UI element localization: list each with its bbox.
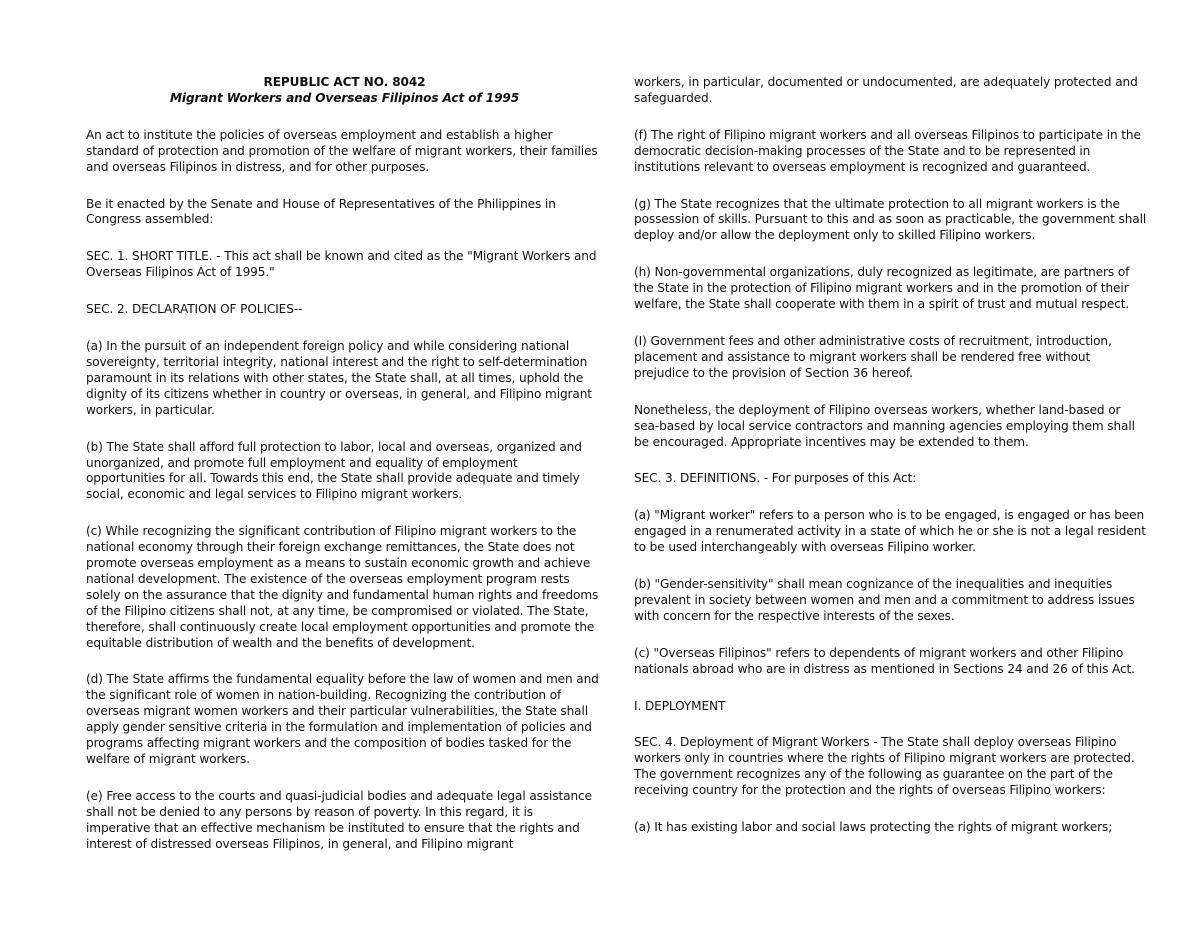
document-title: REPUBLIC ACT NO. 8042 (263, 75, 426, 89)
document-subtitle: Migrant Workers and Overseas Filipinos Act of 1995 (169, 90, 520, 105)
paragraph-sec-2-e: (e) Free access to the courts and quasi-judicial bodies and adequate legal assistance shall not be denied to any persons by reason of poverty. In this regard, it is imperative that an effective mechanism be instituted to ensure that the rights and interest of distressed overseas Filipinos, in general, and Filipino migrant (86, 788, 592, 851)
paragraph-sec-2-e-continued: workers, in particular, documented or undocumented, are adequately protected and safeguarded. (634, 75, 1138, 105)
paragraph-sec-2-f: (f) The right of Filipino migrant workers and all overseas Filipinos to participate in the democratic decision-making processes of the State and to be represented in institutions relevant to overseas employment is recognized and guaranteed. (634, 127, 1141, 174)
paragraph-sec-2-a: (a) In the pursuit of an independent foreign policy and while considering national sovereignty, territorial integrity, national interest and the right to self-determination paramount in its relations with other states, the State shall, at all times, uphold the dignity of its citizens whether in country or overseas, in general, and Filipino migrant workers, in particular. (86, 339, 592, 417)
paragraph-sec-3-a: (a) "Migrant worker" refers to a person who is to be engaged, is engaged or has been engaged in a renumerated activity in a state of which he or she is not a legal resident to be used interchangeably with overseas Filipino worker. (634, 508, 1146, 555)
right-column (634, 75, 1148, 857)
paragraph-preamble: An act to institute the policies of overseas employment and establish a higher standard of protection and promotion of the welfare of migrant workers, their families and overseas Filipinos in distress, and for other purposes. (86, 127, 598, 174)
left-column (86, 75, 600, 874)
paragraph-sec-2-i: (I) Government fees and other administrative costs of recruitment, introduction, placement and assistance to migrant workers shall be rendered free without prejudice to the provision of Section 36 hereof. (634, 333, 1112, 380)
paragraph-sec-4-a: (a) It has existing labor and social laws protecting the rights of migrant workers; (634, 820, 1113, 835)
paragraph-deployment-heading: I. DEPLOYMENT (634, 698, 726, 713)
paragraph-nonetheless: Nonetheless, the deployment of Filipino overseas workers, whether land-based or sea-based by local service contractors and manning agencies employing them shall be encouraged. Appropriate incentives may be extended to them. (634, 402, 1135, 449)
paragraph-sec-2-h: (h) Non-governmental organizations, duly recognized as legitimate, are partners of the State in the protection of Filipino migrant workers and in the promotion of their welfare, the State shall cooperate with them in a spirit of trust and mutual respect. (634, 265, 1130, 312)
paragraph-sec-2-b: (b) The State shall afford full protection to labor, local and overseas, organized and unorganized, and promote full employment and equality of employment opportunities for all. Towards this end, the State shall provide adequate and timely social, economic and legal services to Filipino migrant workers. (86, 439, 582, 502)
paragraph-sec-1: SEC. 1. SHORT TITLE. - This act shall be known and cited as the "Migrant Workers and Overseas Filipinos Act of 1995." (86, 249, 597, 280)
paragraph-sec-3-c: (c) "Overseas Filipinos" refers to dependents of migrant workers and other Filipino nationals abroad who are in distress as mentioned in Sections 24 and 26 of this Act. (634, 645, 1135, 676)
paragraph-sec-2-g: (g) The State recognizes that the ultimate protection to all migrant workers is the possession of skills. Pursuant to this and as soon as practicable, the government shall deploy and/or allow the deployment only to skilled Filipino workers. (634, 196, 1147, 243)
paragraph-sec-2-c: (c) While recognizing the significant contribution of Filipino migrant workers to the national economy through their foreign exchange remittances, the State does not promote overseas employment as a means to sustain economic growth and achieve national development. The existence of the overseas employment program rests solely on the assurance that the dignity and fundamental human rights and freedoms of the Filipino citizens shall not, at any time, be compromised or violated. The State, therefore, shall continuously create local employment opportunities and promote the equitable distribution of wealth and the benefits of development. (86, 524, 599, 650)
paragraph-sec-4: SEC. 4. Deployment of Migrant Workers - The State shall deploy overseas Filipino workers only in countries where the rights of Filipino migrant workers are protected. The government recognizes any of the following as guarantee on the part of the receiving country for the protection and the rights of overseas Filipino workers: (634, 735, 1135, 798)
paragraph-sec-3-b: (b) "Gender-sensitivity" shall mean cognizance of the inequalities and inequities prevalent in society between women and men and a commitment to address issues with concern for the respective interests of the sexes. (634, 577, 1135, 623)
paragraph-sec-2-heading: SEC. 2. DECLARATION OF POLICIES-- (86, 302, 303, 317)
paragraph-enacting-clause: Be it enacted by the Senate and House of Representatives of the Philippines in Congress assembled: (86, 196, 556, 227)
paragraph-sec-2-d: (d) The State affirms the fundamental equality before the law of women and men and the significant role of women in nation-building. Recognizing the contribution of overseas migrant women workers and their particular vulnerabilities, the State shall apply gender sensitive criteria in the formulation and implementation of policies and programs affecting migrant workers and the composition of bodies tasked for the welfare of migrant workers. (86, 672, 599, 766)
paragraph-sec-3-heading: SEC. 3. DEFINITIONS. - For purposes of this Act: (634, 471, 917, 486)
